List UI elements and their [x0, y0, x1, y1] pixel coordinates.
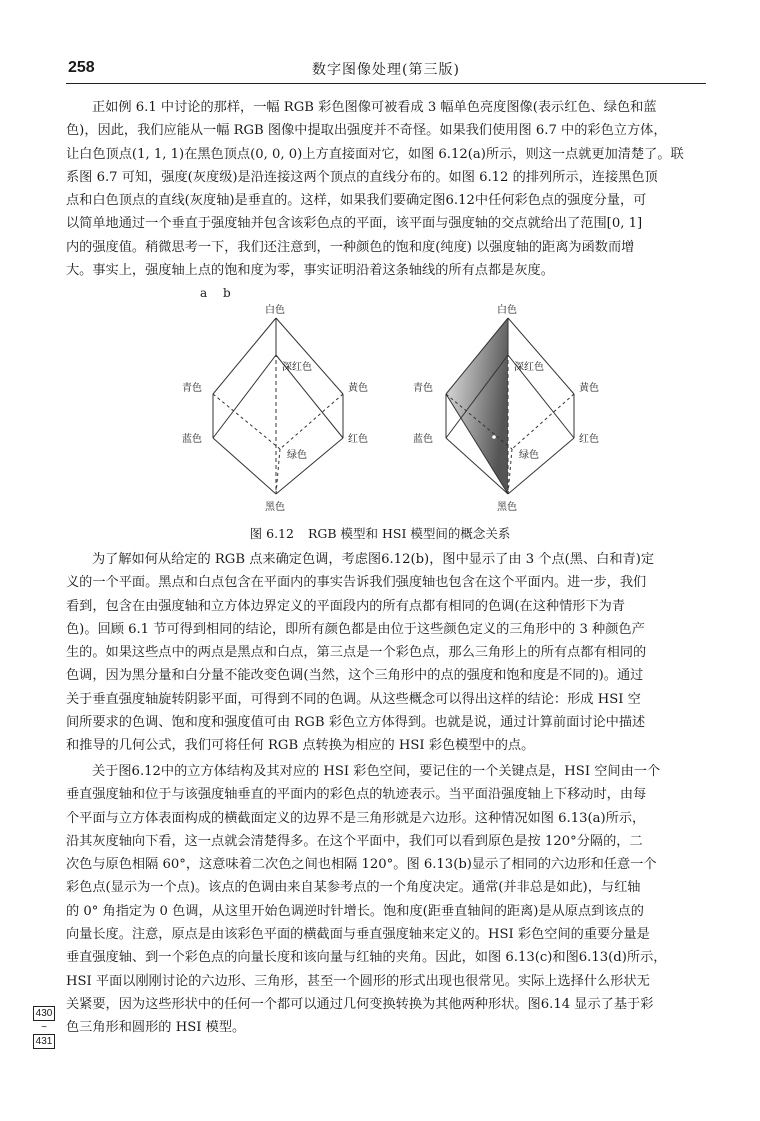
text-line: 色)。回顾 6.1 节可得到相同的结论，即所有颜色都是由位于这些颜色定义的三角形中的 3 种颜色产 [66, 621, 645, 637]
text-line: 色)，因此，我们应能从一幅 RGB 图像中提取出强度并不奇怪。如果我们使用图 6.7 中的彩色立方体， [66, 123, 667, 139]
text-line: 垂直强度轴和位于与该强度轴垂直的平面内的彩色点的轨迹表示。当平面沿强度轴上下移动时，由每 [66, 787, 647, 803]
text-line: 以简单地通过一个垂直于强度轴并包含该彩色点的平面，该平面与强度轴的交点就给出了范围[0, 1] [66, 216, 643, 232]
cube-edge [508, 438, 574, 494]
text-line: 义的一个平面。黑点和白点包含在平面内的事实告诉我们强度轴也包含在这个平面内。进一步，我们 [66, 575, 647, 591]
text-line: 关于垂直强度轴旋转阴影平面，可得到不同的色调。从这些概念可以得出这样的结论：形成 HSI 空 [66, 691, 641, 707]
running-title: 数字图像处理(第三版) [312, 62, 460, 78]
label-white: 白色 [497, 305, 517, 316]
text-line: 让白色顶点(1, 1, 1)在黑色顶点(0, 0, 0)上方直接面对它，如图 6.12(a)所示，则这一点就更加清楚了。联 [66, 146, 684, 162]
label-cyan: 青色 [413, 383, 433, 394]
cube-edge [213, 355, 276, 438]
hidden-edge [512, 394, 574, 449]
label-black: 黑色 [497, 502, 517, 513]
text-line: 垂直强度轴、到一个彩色点的向量长度和该向量与红轴的夹角。因此，如图 6.13(c)和图6.13(d)所示， [66, 950, 667, 966]
text-line: 正如例 6.1 中讨论的那样，一幅 RGB 彩色图像可被看成 3 幅单色亮度图像(表示红色、绿色和蓝 [92, 100, 657, 115]
margin-page-reference [33, 1006, 55, 1049]
text-line: 看到，包含在由强度轴和立方体边界定义的平面段内的所有点都有相同的色调(在这种情形下为青 [66, 598, 626, 614]
label-blue: 蓝色 [413, 434, 433, 445]
rgb-cube-a [213, 318, 343, 494]
color-point [492, 435, 496, 439]
caption-number: 图 6.12 [249, 526, 294, 541]
text-line: 间所要求的色调、饱和度和强度值可由 RGB 彩色立方体得到。也就是说，通过计算前面讨论中描述 [66, 715, 646, 731]
text-line: 彩色点(显示为一个点)。该点的色调由来自某参考点的一个角度决定。通常(并非总是如此)，与红轴 [66, 880, 641, 896]
label-green: 绿色 [287, 450, 307, 461]
paragraph-3 [66, 760, 706, 1040]
text-line: HSI 平面以刚刚讨论的六边形、三角形，甚至一个圆形的形式出现也很常见。实际上选择什么形状无 [66, 973, 650, 989]
label-yellow: 黄色 [348, 383, 368, 394]
text-line: 关于图6.12中的立方体结构及其对应的 HSI 彩色空间，要记住的一个关键点是，HSI 空间由一个 [92, 764, 661, 779]
paragraph-2 [66, 548, 706, 758]
label-white: 白色 [265, 305, 285, 316]
text-line: 向量长度。注意，原点是由该彩色平面的横截面与垂直强度轴来定义的。HSI 彩色空间的重要分量是 [66, 927, 650, 943]
cube-edge [213, 318, 276, 394]
text-line: 色调，因为黑分量和白分量不能改变色调(当然，这个三角形中的点的强度和饱和度是不同的)。通过 [66, 668, 644, 684]
text-line: 个平面与立方体表面构成的横截面定义的边界不是三角形就是六边形。这种情况如图 6.13(a)所示， [66, 810, 646, 826]
text-line: 的 0° 角指定为 0 色调，从这里开始色调逆时针增长。饱和度(距垂直轴间的距离)是从原点到该点的 [66, 903, 644, 919]
label-red: 红色 [348, 434, 368, 445]
margin-ref-start: 430 [33, 1006, 55, 1021]
figure-caption [0, 524, 760, 542]
cube-edge [276, 318, 343, 394]
label-red: 红色 [579, 434, 599, 445]
text-line: 系图 6.7 可知，强度(灰度级)是沿连接这两个顶点的直线分布的。如图 6.12 的排列所示，连接黑色顶 [66, 169, 658, 185]
cube-edge [508, 318, 574, 394]
label-blue: 蓝色 [182, 434, 202, 445]
text-line: 色三角形和圆形的 HSI 模型。 [66, 1020, 246, 1036]
text-line: 点和白色顶点的直线(灰度轴)是垂直的。这样，如果我们要确定图6.12中任何彩色点的强度分量，可 [66, 193, 647, 209]
hidden-edge [508, 449, 512, 494]
text-line: 沿其灰度轴向下看，这一点就会清楚得多。在这个平面中，我们可以看到原色是按 120°分隔的，二 [66, 833, 643, 849]
text-line: 关紧要，因为这些形状中的任何一个都可以通过几何变换转换为其他两种形状。图6.14 显示了基于彩 [66, 996, 654, 1012]
hidden-edge [280, 394, 343, 449]
hidden-edge [276, 449, 280, 494]
figure-panel-labels: a b [200, 286, 237, 300]
text-line: 次色与原色相隔 60°，这意味着二次色之间也相隔 120°。图 6.13(b)显示了相同的六边形和任意一个 [66, 857, 657, 873]
label-yellow: 黄色 [579, 383, 599, 394]
cube-edge [213, 438, 276, 494]
caption-text: RGB 模型和 HSI 模型间的概念关系 [307, 526, 511, 541]
label-cyan: 青色 [182, 383, 202, 394]
text-line: 内的强度值。稍微思考一下，我们还注意到，一种颜色的饱和度(纯度) 以强度轴的距离为函数而增 [66, 239, 635, 255]
text-line: 大。事实上，强度轴上点的饱和度为零，事实证明沿着这条轴线的所有点都是灰度。 [66, 263, 554, 279]
hidden-edge [213, 394, 280, 449]
cube-edge [276, 438, 343, 494]
cube-a-labels [182, 303, 368, 513]
text-line: 生的。如果这些点中的两点是黑点和白点，第三点是一个彩色点，那么三角形上的所有点都有相同的 [66, 645, 647, 661]
page-number: 258 [68, 59, 95, 76]
margin-ref-end: 431 [33, 1034, 55, 1049]
figure-6-12 [0, 0, 760, 540]
label-magenta: 深红色 [514, 362, 544, 373]
label-black: 黑色 [265, 502, 285, 513]
shaded-plane [446, 318, 508, 494]
margin-ref-range: ~ [41, 1022, 47, 1033]
text-line: 和推导的几何公式，我们可将任何 RGB 点转换为相应的 HSI 彩色模型中的点。 [66, 738, 535, 754]
label-green: 绿色 [519, 450, 539, 461]
text-line: 为了解如何从给定的 RGB 点来确定色调，考虑图6.12(b)，图中显示了由 3 个点(黑、白和青)定 [92, 552, 655, 567]
label-magenta: 深红色 [282, 362, 312, 373]
